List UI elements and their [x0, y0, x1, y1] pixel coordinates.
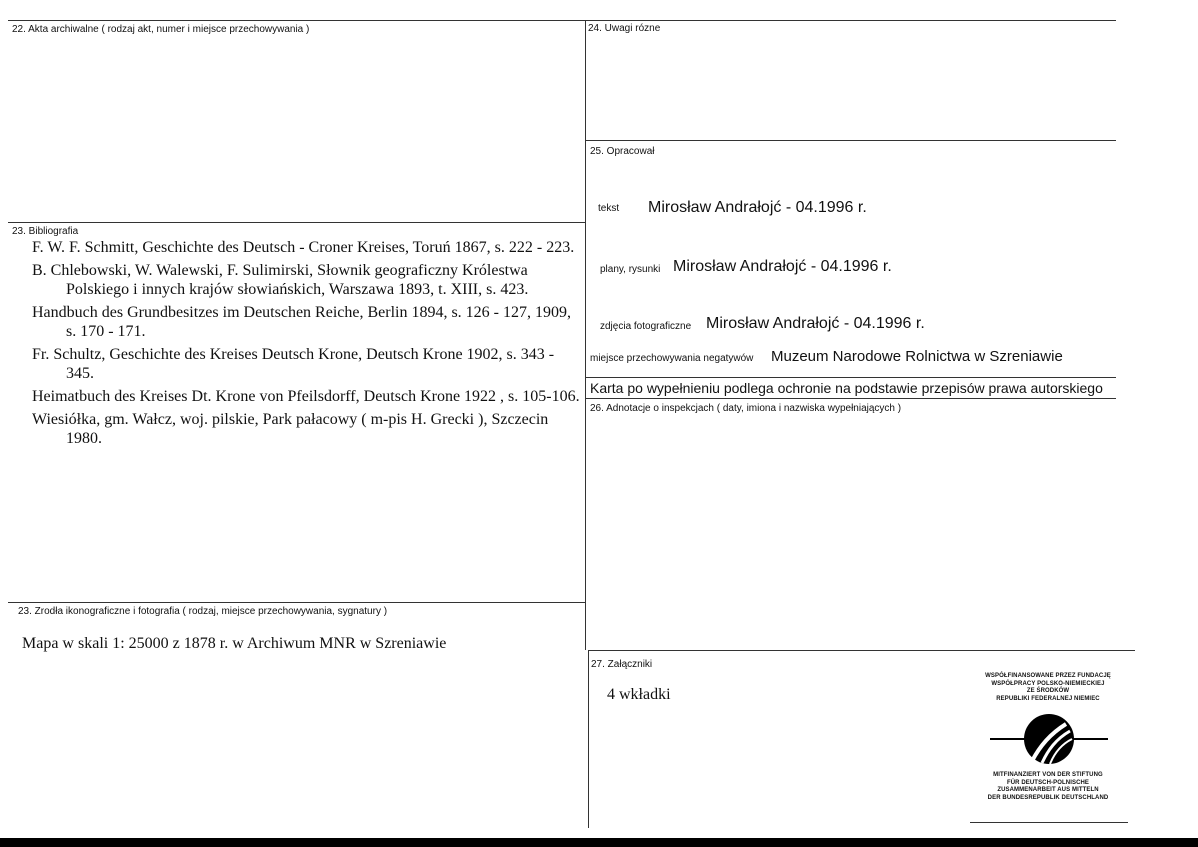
section-27-label: 27. Załączniki [591, 659, 653, 670]
iconography-value: Mapa w skali 1: 25000 z 1878 r. w Archiwum MNR w Szreniawie [22, 635, 447, 652]
zdjecia-value: Mirosław Andrałojć - 04.1996 r. [706, 315, 925, 332]
section-24-label: 24. Uwagi rózne [588, 23, 661, 34]
section-23b-label: 23. Zrodła ikonograficzne i fotografia ( rodzaj, miejsce przechowywania, sygnatury ) [18, 606, 388, 617]
rule-22-23 [8, 222, 585, 223]
rule-24-25 [585, 140, 1116, 141]
bibliography-entry: Handbuch des Grundbesitzes im Deutschen Reiche, Berlin 1894, s. 126 - 127, 1909, s. 170 - 171. [32, 304, 572, 340]
section-22-label: 22. Akta archiwalne ( rodzaj akt, numer i miejsce przechowywania ) [12, 24, 310, 35]
section-23-label: 23. Bibliografia [12, 226, 79, 237]
scan-bottom-edge [0, 838, 1198, 847]
attachments-value: 4 wkładki [607, 686, 671, 703]
rule-25-26 [585, 398, 1116, 399]
logo-text-pl: WSPÓŁFINANSOWANE PRZEZ FUNDACJĘ WSPÓŁPRACY POLSKO-NIEMIECKIEJ ZE ŚRODKÓW REPUBLIKI FEDERALNEJ NIEMIEC [985, 673, 1111, 702]
rule-copyright-top [585, 377, 1116, 378]
negatywy-value: Muzeum Narodowe Rolnictwa w Szreniawie [771, 348, 1063, 365]
center-divider [585, 20, 586, 650]
bibliography-entry: F. W. F. Schmitt, Geschichte des Deutsch - Croner Kreises, Toruń 1867, s. 222 - 223. [32, 239, 575, 256]
logo-bottom-rule [970, 822, 1128, 823]
negatywy-label: miejsce przechowywania negatywów [590, 353, 754, 364]
zdjecia-label: zdjęcia fotograficzne [600, 321, 692, 332]
logo-text-de: MITFINANZIERT VON DER STIFTUNG FÜR DEUTSCH-POLNISCHE ZUSAMMENARBEIT AUS MITTELN DER BUNDESREPUBLIK DEUTSCHLAND [987, 772, 1109, 801]
center-divider-lower [588, 650, 589, 828]
rule-23-23b [8, 602, 585, 603]
rule-26-27 [588, 650, 1135, 651]
bibliography-entry: Heimatbuch des Kreises Dt. Krone von Pfeilsdorff, Deutsch Krone 1922 , s. 105-106. [32, 388, 580, 405]
bibliography-entry: Wiesiółka, gm. Wałcz, woj. pilskie, Park pałacowy ( m-pis H. Grecki ), Szczecin 1980. [32, 411, 549, 447]
bibliography-entry: Fr. Schultz, Geschichte des Kreises Deutsch Krone, Deutsch Krone 1902, s. 343 - 345. [32, 346, 555, 382]
top-rule [8, 20, 1116, 21]
section-26-label: 26. Adnotacje o inspekcjach ( daty, imiona i nazwiska wypełniających ) [590, 403, 902, 414]
copyright-note: Karta po wypełnieniu podlega ochronie na podstawie przepisów prawa autorskiego [590, 380, 1103, 396]
bibliography-entry: B. Chlebowski, W. Walewski, F. Sulimirski, Słownik geograficzny Królestwa Polskiego i innych krajów słowiańskich, Warszawa 1893, t. XIII, s. 423. [32, 262, 529, 298]
tekst-label: tekst [598, 203, 620, 214]
foundation-logo-icon [988, 712, 1110, 768]
plany-label: plany, rysunki [600, 264, 661, 275]
plany-value: Mirosław Andrałojć - 04.1996 r. [673, 258, 892, 275]
bibliography-list [14, 238, 582, 452]
section-25-label: 25. Opracował [590, 146, 655, 157]
tekst-value: Mirosław Andrałojć - 04.1996 r. [648, 199, 867, 216]
